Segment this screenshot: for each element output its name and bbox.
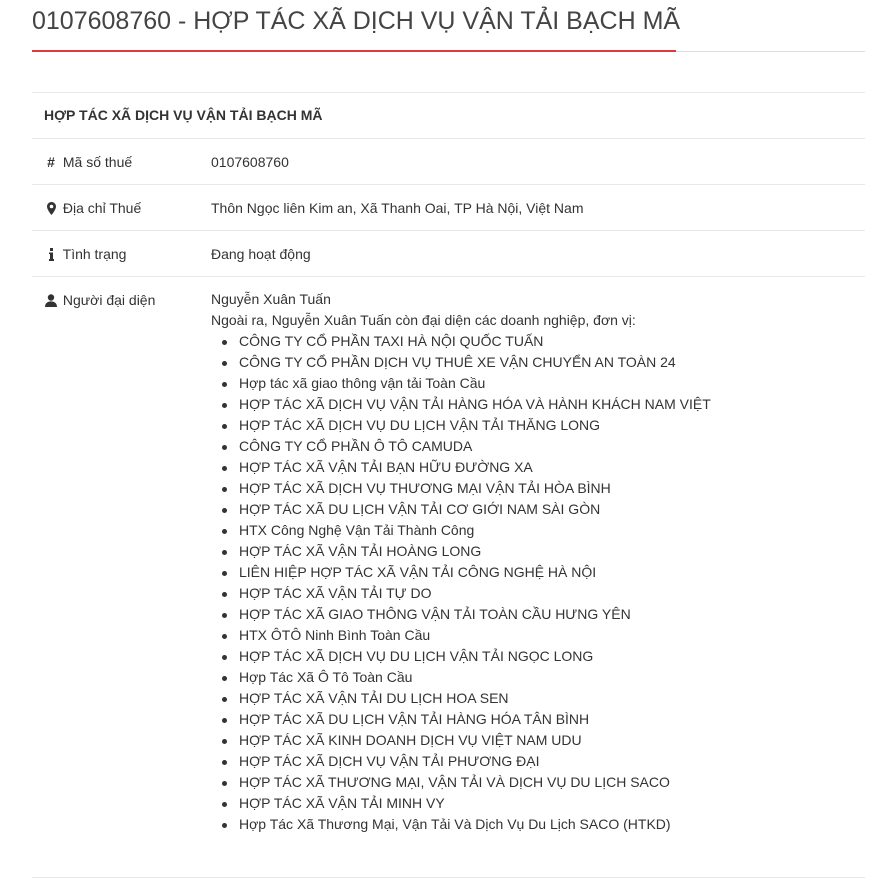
company-name-header <box>32 93 865 139</box>
company-list-item[interactable]: Hợp Tác Xã Thương Mại, Vận Tải Và Dịch Vụ Du Lịch SACO (HTKD) <box>239 814 711 835</box>
company-list-item[interactable]: HỢP TÁC XÃ DỊCH VỤ DU LỊCH VẬN TẢI NGỌC LONG <box>239 646 711 667</box>
status-value: Đang hoạt động <box>211 246 311 262</box>
representative-name: Nguyễn Xuân Tuấn <box>211 291 331 307</box>
address-value: Thôn Ngọc liên Kim an, Xã Thanh Oai, TP Hà Nội, Việt Nam <box>211 200 584 216</box>
tax-code-row <box>32 139 865 185</box>
company-name: HỢP TÁC XÃ DỊCH VỤ VẬN TẢI BẠCH MÃ <box>44 107 323 123</box>
address-label <box>44 198 141 218</box>
page-container <box>32 0 865 832</box>
company-list-item[interactable]: CÔNG TY CỔ PHẦN Ô TÔ CAMUDA <box>239 436 711 457</box>
company-list-item[interactable]: HỢP TÁC XÃ DỊCH VỤ VẬN TẢI HÀNG HÓA VÀ HÀNH KHÁCH NAM VIỆT <box>239 394 711 415</box>
company-list-item[interactable]: HỢP TÁC XÃ DỊCH VỤ VẬN TẢI PHƯƠNG ĐẠI <box>239 751 711 772</box>
company-list-item[interactable]: HỢP TÁC XÃ DỊCH VỤ DU LỊCH VẬN TẢI THĂNG LONG <box>239 415 711 436</box>
page-header <box>32 0 865 52</box>
company-list-item[interactable]: CÔNG TY CỔ PHẦN DỊCH VỤ THUÊ XE VẬN CHUYỂN AN TOÀN 24 <box>239 352 711 373</box>
address-label-text: Địa chỉ Thuế <box>62 200 142 216</box>
company-list-item[interactable]: HỢP TÁC XÃ VẬN TẢI BẠN HỮU ĐƯỜNG XA <box>239 457 711 478</box>
company-list-item[interactable]: HỢP TÁC XÃ VẬN TẢI MINH VY <box>239 793 711 814</box>
representative-row <box>32 277 865 878</box>
company-list-item[interactable]: HỢP TÁC XÃ DU LỊCH VẬN TẢI CƠ GIỚI NAM SÀI GÒN <box>239 499 711 520</box>
representative-label-text: Người đại diện <box>62 292 156 308</box>
company-list-item[interactable]: HTX Công Nghệ Vận Tải Thành Công <box>239 520 711 541</box>
user-icon <box>44 290 58 310</box>
status-label-text: Tình trạng <box>62 246 127 262</box>
address-row <box>32 185 865 231</box>
representative-details <box>211 289 711 835</box>
company-list-item[interactable]: LIÊN HIỆP HỢP TÁC XÃ VẬN TẢI CÔNG NGHỆ HÀ NỘI <box>239 562 711 583</box>
company-list-item[interactable]: HỢP TÁC XÃ VẬN TẢI HOÀNG LONG <box>239 541 711 562</box>
representative-label <box>44 290 155 310</box>
title-accent-underline <box>32 50 676 52</box>
company-list-item[interactable]: HỢP TÁC XÃ VẬN TẢI DU LỊCH HOA SEN <box>239 688 711 709</box>
status-row <box>32 231 865 277</box>
company-list-item[interactable]: HỢP TÁC XÃ DU LỊCH VẬN TẢI HÀNG HÓA TÂN BÌNH <box>239 709 711 730</box>
tax-code-label-text: Mã số thuế <box>62 154 133 170</box>
company-list-item[interactable]: CÔNG TY CỔ PHẦN TAXI HÀ NỘI QUỐC TUẤN <box>239 331 711 352</box>
info-icon <box>44 244 58 264</box>
tax-code-value: 0107608760 <box>211 154 289 170</box>
represented-companies-list <box>211 331 711 835</box>
company-list-item[interactable]: Hợp tác xã giao thông vận tải Toàn Cầu <box>239 373 711 394</box>
representative-also-text: Ngoài ra, Nguyễn Xuân Tuấn còn đại diện các doanh nghiệp, đơn vị: <box>211 312 636 328</box>
company-info-table <box>32 92 865 878</box>
page-title: 0107608760 - HỢP TÁC XÃ DỊCH VỤ VẬN TẢI BẠCH MÃ <box>32 7 681 35</box>
company-list-item[interactable]: HỢP TÁC XÃ VẬN TẢI TỰ DO <box>239 583 711 604</box>
company-list-item[interactable]: HTX ÔTÔ Ninh Bình Toàn Cầu <box>239 625 711 646</box>
company-list-item[interactable]: HỢP TÁC XÃ THƯƠNG MẠI, VẬN TẢI VÀ DỊCH VỤ DU LỊCH SACO <box>239 772 711 793</box>
company-list-item[interactable]: HỢP TÁC XÃ KINH DOANH DỊCH VỤ VIỆT NAM UDU <box>239 730 711 751</box>
map-marker-icon <box>44 198 58 218</box>
company-list-item[interactable]: HỢP TÁC XÃ DỊCH VỤ THƯƠNG MẠI VẬN TẢI HÒA BÌNH <box>239 478 711 499</box>
tax-code-label <box>44 152 132 172</box>
company-list-item[interactable]: Hợp Tác Xã Ô Tô Toàn Cầu <box>239 667 711 688</box>
status-label <box>44 244 126 264</box>
hash-icon: # <box>47 154 55 170</box>
company-list-item[interactable]: HỢP TÁC XÃ GIAO THÔNG VẬN TẢI TOÀN CẦU HƯNG YÊN <box>239 604 711 625</box>
